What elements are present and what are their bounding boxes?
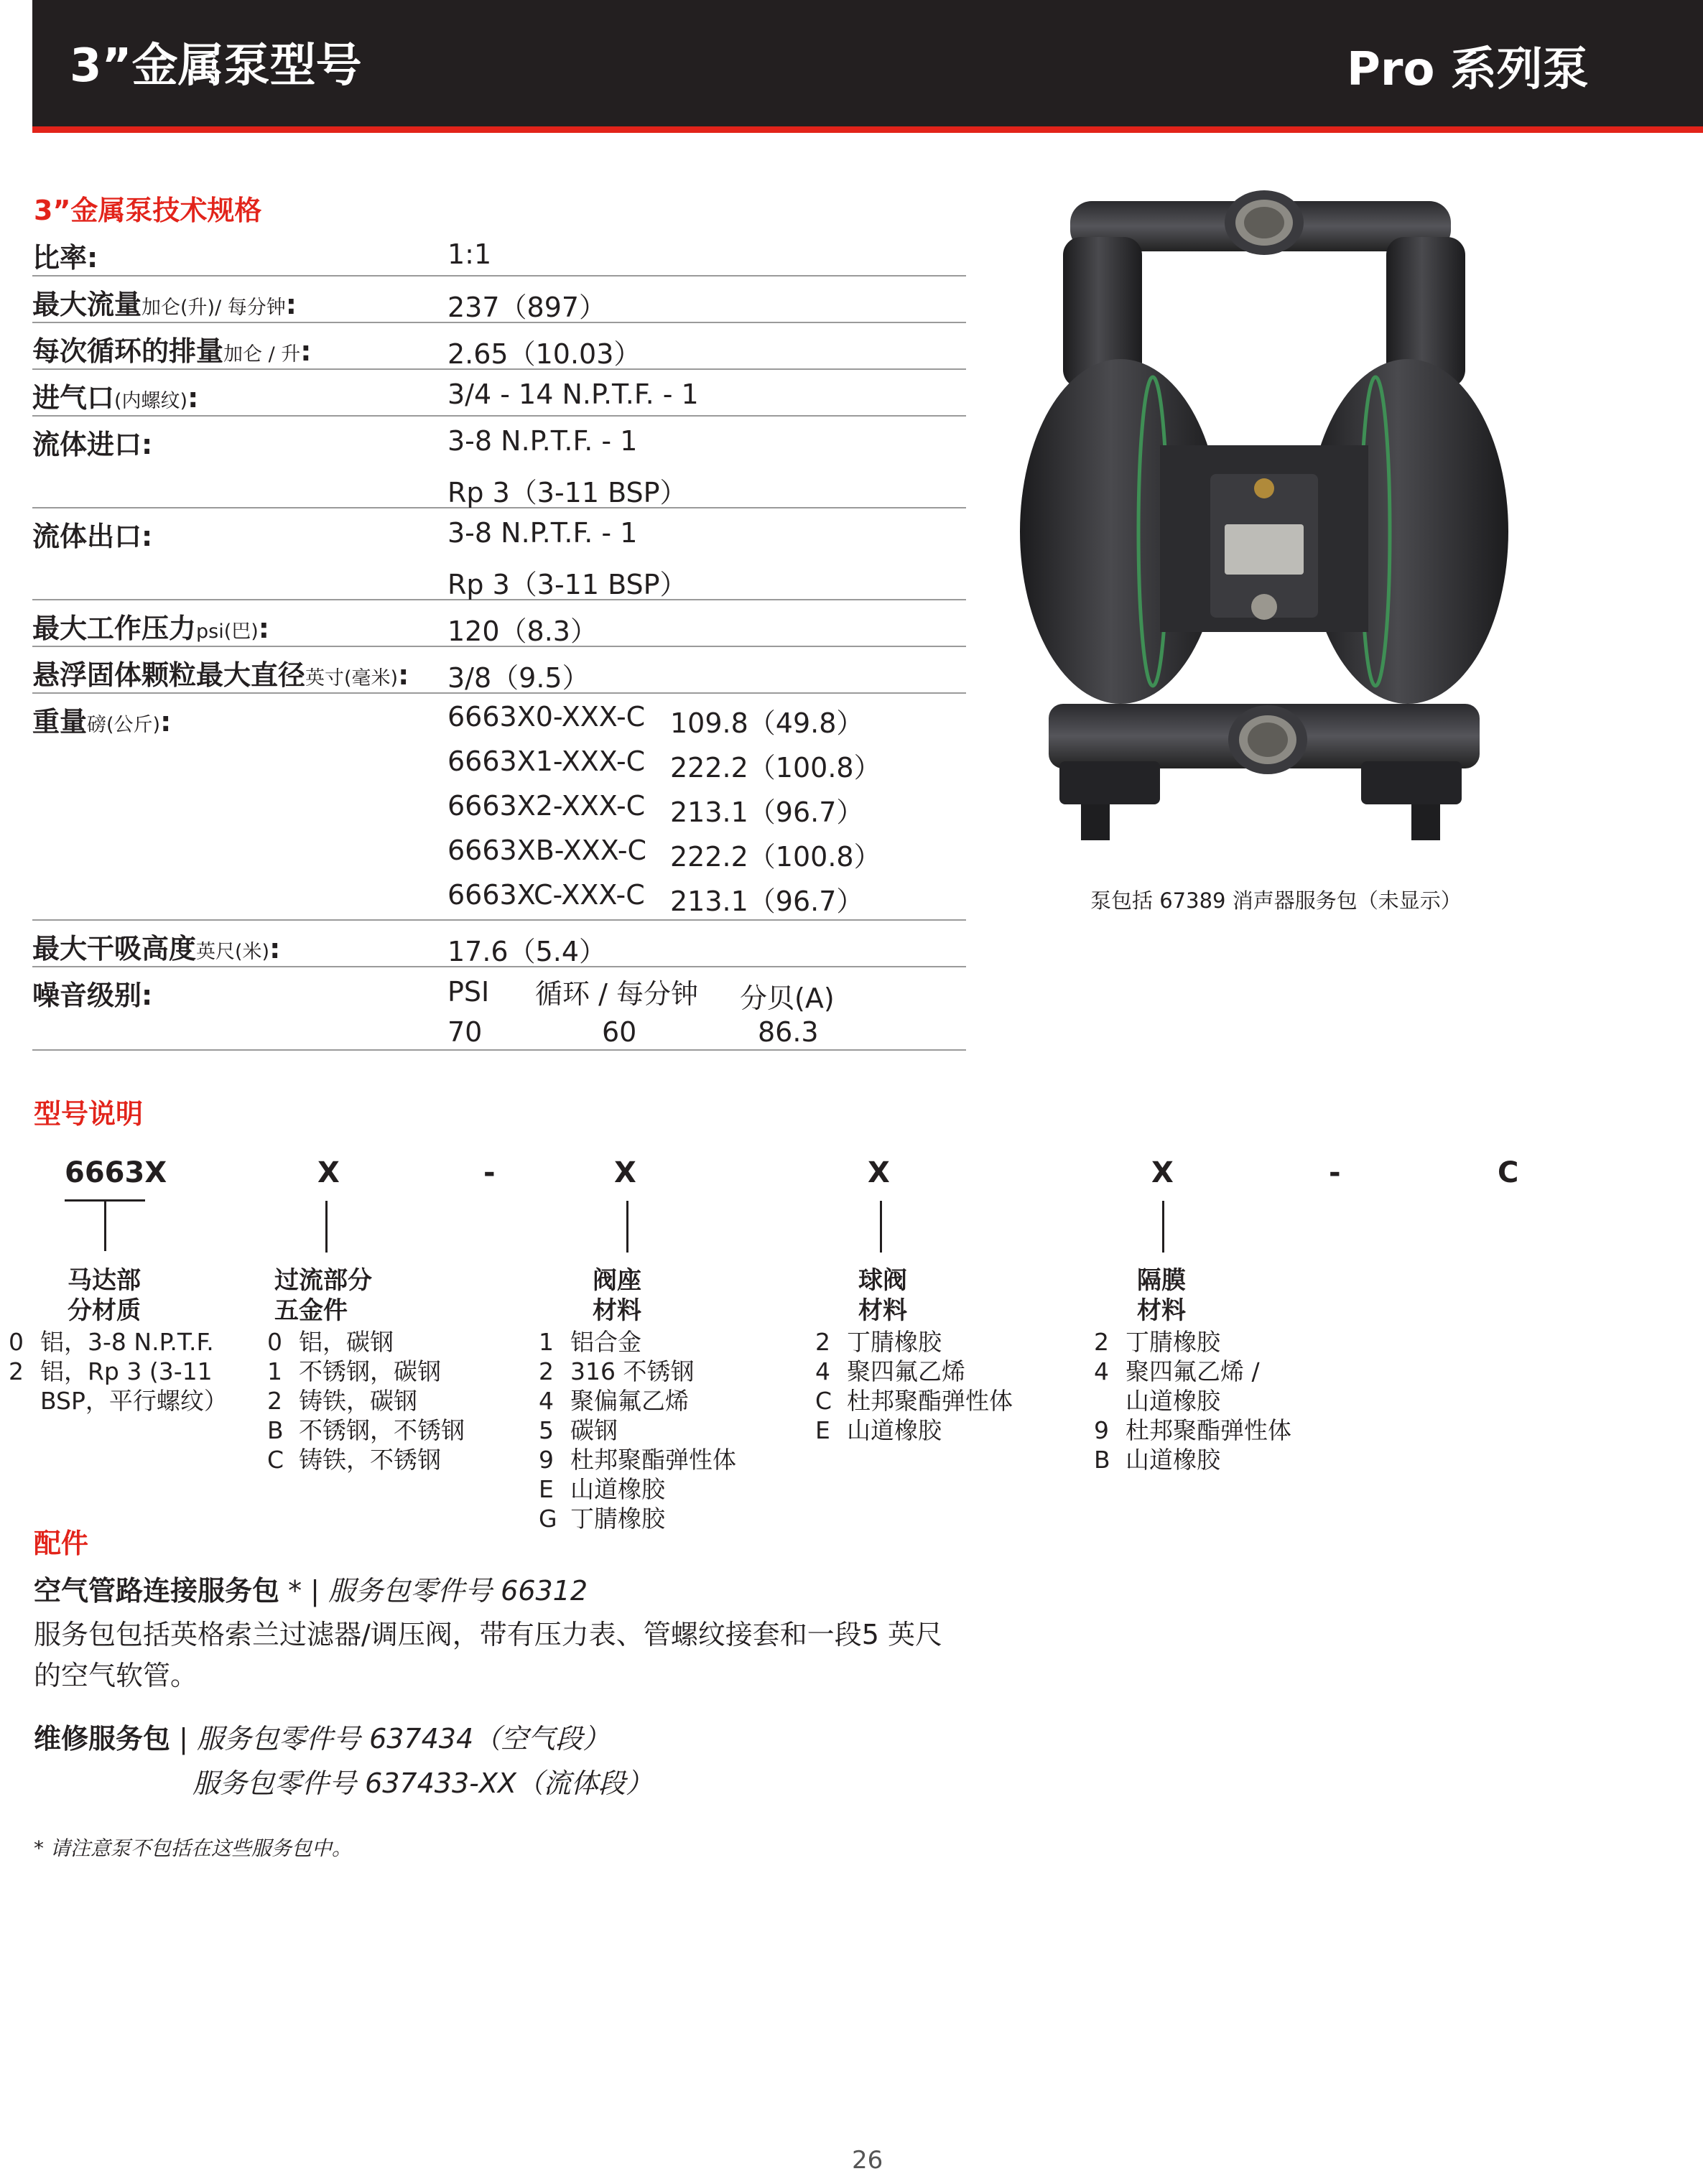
spec-value: 3-8 N.P.T.F. - 1 <box>447 425 638 457</box>
spec-label: 进气口 <box>32 382 115 414</box>
spec-label: 比率 <box>32 242 88 274</box>
model-code-position: X <box>614 1156 636 1189</box>
spec-label: 流体进口 <box>32 429 142 460</box>
spec-row: 悬浮固体颗粒最大直径英寸(毫米): 3/8（9.5） <box>32 647 966 694</box>
spec-label: 悬浮固体颗粒最大直径 <box>32 659 306 691</box>
air-kit-description: 的空气软管。 <box>34 1660 198 1691</box>
spec-row: 最大流量加仑(升)/ 每分钟: 237（897） <box>32 277 966 323</box>
spec-value: 3-8 N.P.T.F. - 1 <box>447 517 638 549</box>
spec-label: 最大工作压力 <box>32 613 197 644</box>
spec-row: 进气口(内螺纹): 3/4 - 14 N.P.T.F. - 1 <box>32 370 966 417</box>
noise-value: 70 <box>447 1016 483 1048</box>
pump-photo <box>1020 187 1523 891</box>
noise-value: 86.3 <box>758 1016 819 1048</box>
air-kit-title: 空气管路连接服务包 <box>34 1575 280 1607</box>
weight-model: 6663X1-XXX-C <box>447 745 646 777</box>
weight-value: 109.8（49.8） <box>670 707 864 739</box>
model-column-heading: 马达部 分材质 <box>68 1266 141 1325</box>
connector-line <box>626 1201 628 1253</box>
weight-model: 6663X0-XXX-C <box>447 701 646 733</box>
weight-value: 213.1（96.7） <box>670 796 864 828</box>
spec-label: 每次循环的排量 <box>32 335 224 367</box>
spec-label: 最大流量 <box>32 289 142 320</box>
spec-row: 最大干吸高度英尺(米): 17.6（5.4） <box>32 921 966 967</box>
model-code-dash: - <box>483 1156 496 1189</box>
spec-label: 流体出口 <box>32 521 142 552</box>
spec-value: 237（897） <box>447 292 607 323</box>
spec-value: 3/4 - 14 N.P.T.F. - 1 <box>447 378 699 410</box>
spec-value: Rp 3（3-11 BSP） <box>447 477 687 508</box>
repair-kit-title: 维修服务包 <box>34 1723 171 1755</box>
connector-line <box>104 1201 106 1251</box>
model-column-heading: 过流部分 五金件 <box>274 1266 372 1325</box>
spec-row-noise: 噪音级别: PSI 循环 / 每分钟 分贝(A) 70 60 86.3 <box>32 967 966 1051</box>
spec-value: 2.65（10.03） <box>447 338 641 370</box>
spec-row: 每次循环的排量加仑 / 升: 2.65（10.03） <box>32 323 966 370</box>
connector-line <box>1162 1201 1164 1253</box>
repair-kit-part: 服务包零件号 637434（空气段） <box>196 1723 611 1755</box>
air-kit-part: 服务包零件号 66312 <box>328 1575 588 1607</box>
spec-value: Rp 3（3-11 BSP） <box>447 569 687 600</box>
weight-value: 222.2（100.8） <box>670 752 881 784</box>
weight-value: 222.2（100.8） <box>670 841 881 873</box>
model-code-dash: - <box>1329 1156 1341 1189</box>
spec-row-weight: 重量磅(公斤): 6663X0-XXX-C 109.8（49.8） 6663X1-XXX-C 222.2（100.8） 6663X2-XXX-C 213.1（96.7） 6663XB-XXX-C 222.2（100.8） 6663XC-XXX-C 213.1（96.7） <box>32 694 966 921</box>
spec-section-title: 3”金属泵技术规格 <box>34 195 262 226</box>
weight-model: 6663XB-XXX-C <box>447 835 647 866</box>
model-code-suffix: C <box>1498 1156 1519 1189</box>
weight-model: 6663X2-XXX-C <box>447 790 646 822</box>
noise-header: 循环 / 每分钟 <box>535 978 698 1010</box>
model-code-base: 6663X <box>65 1156 167 1189</box>
model-column-heading: 球阀 材料 <box>858 1266 907 1325</box>
weight-model: 6663XC-XXX-C <box>447 879 645 911</box>
noise-header: PSI <box>447 976 490 1008</box>
air-kit-line: 空气管路连接服务包 * | 服务包零件号 66312 <box>34 1575 588 1607</box>
model-column-heading: 隔膜 材料 <box>1137 1266 1186 1325</box>
air-kit-description: 服务包包括英格索兰过滤器/调压阀，带有压力表、管螺纹接套和一段5 英尺 <box>34 1619 943 1650</box>
spec-value: 17.6（5.4） <box>447 936 607 967</box>
photo-caption: 泵包括 67389 消声器服务包（未显示） <box>1090 888 1462 913</box>
page-title: 3”金属泵型号 <box>70 40 362 93</box>
page-number: 26 <box>852 2146 883 2175</box>
spec-row: 最大工作压力psi(巴): 120（8.3） <box>32 600 966 647</box>
model-section-title: 型号说明 <box>34 1098 144 1130</box>
spec-label: 重量 <box>32 706 88 738</box>
weight-value: 213.1（96.7） <box>670 886 864 917</box>
header-accent-line <box>32 126 1703 133</box>
model-code-position: X <box>317 1156 340 1189</box>
connector-line <box>880 1201 882 1253</box>
spec-row: 比率: 1:1 <box>32 230 966 277</box>
kit-note: * 请注意泵不包括在这些服务包中。 <box>34 1836 352 1860</box>
repair-kit-line: 维修服务包 | 服务包零件号 637434（空气段） <box>34 1723 611 1755</box>
connector-line <box>325 1201 328 1253</box>
model-code-position: X <box>868 1156 890 1189</box>
series-title: Pro 系列泵 <box>1347 43 1589 96</box>
spec-row: 流体出口: 3-8 N.P.T.F. - 1 Rp 3（3-11 BSP） <box>32 508 966 600</box>
model-column-heading: 阀座 材料 <box>593 1266 641 1325</box>
model-code-position: X <box>1151 1156 1174 1189</box>
noise-header: 分贝(A) <box>740 982 835 1014</box>
spec-label: 噪音级别 <box>32 980 142 1011</box>
spec-value: 3/8（9.5） <box>447 662 590 694</box>
spec-row: 流体进口: 3-8 N.P.T.F. - 1 Rp 3（3-11 BSP） <box>32 417 966 508</box>
spec-value: 120（8.3） <box>447 615 598 647</box>
noise-value: 60 <box>602 1016 637 1048</box>
repair-kit-part: 服务包零件号 637433-XX（流体段） <box>192 1767 653 1799</box>
spec-label: 最大干吸高度 <box>32 933 197 965</box>
spec-table <box>32 230 966 1051</box>
accessories-section-title: 配件 <box>34 1528 89 1559</box>
spec-value: 1:1 <box>447 238 492 270</box>
